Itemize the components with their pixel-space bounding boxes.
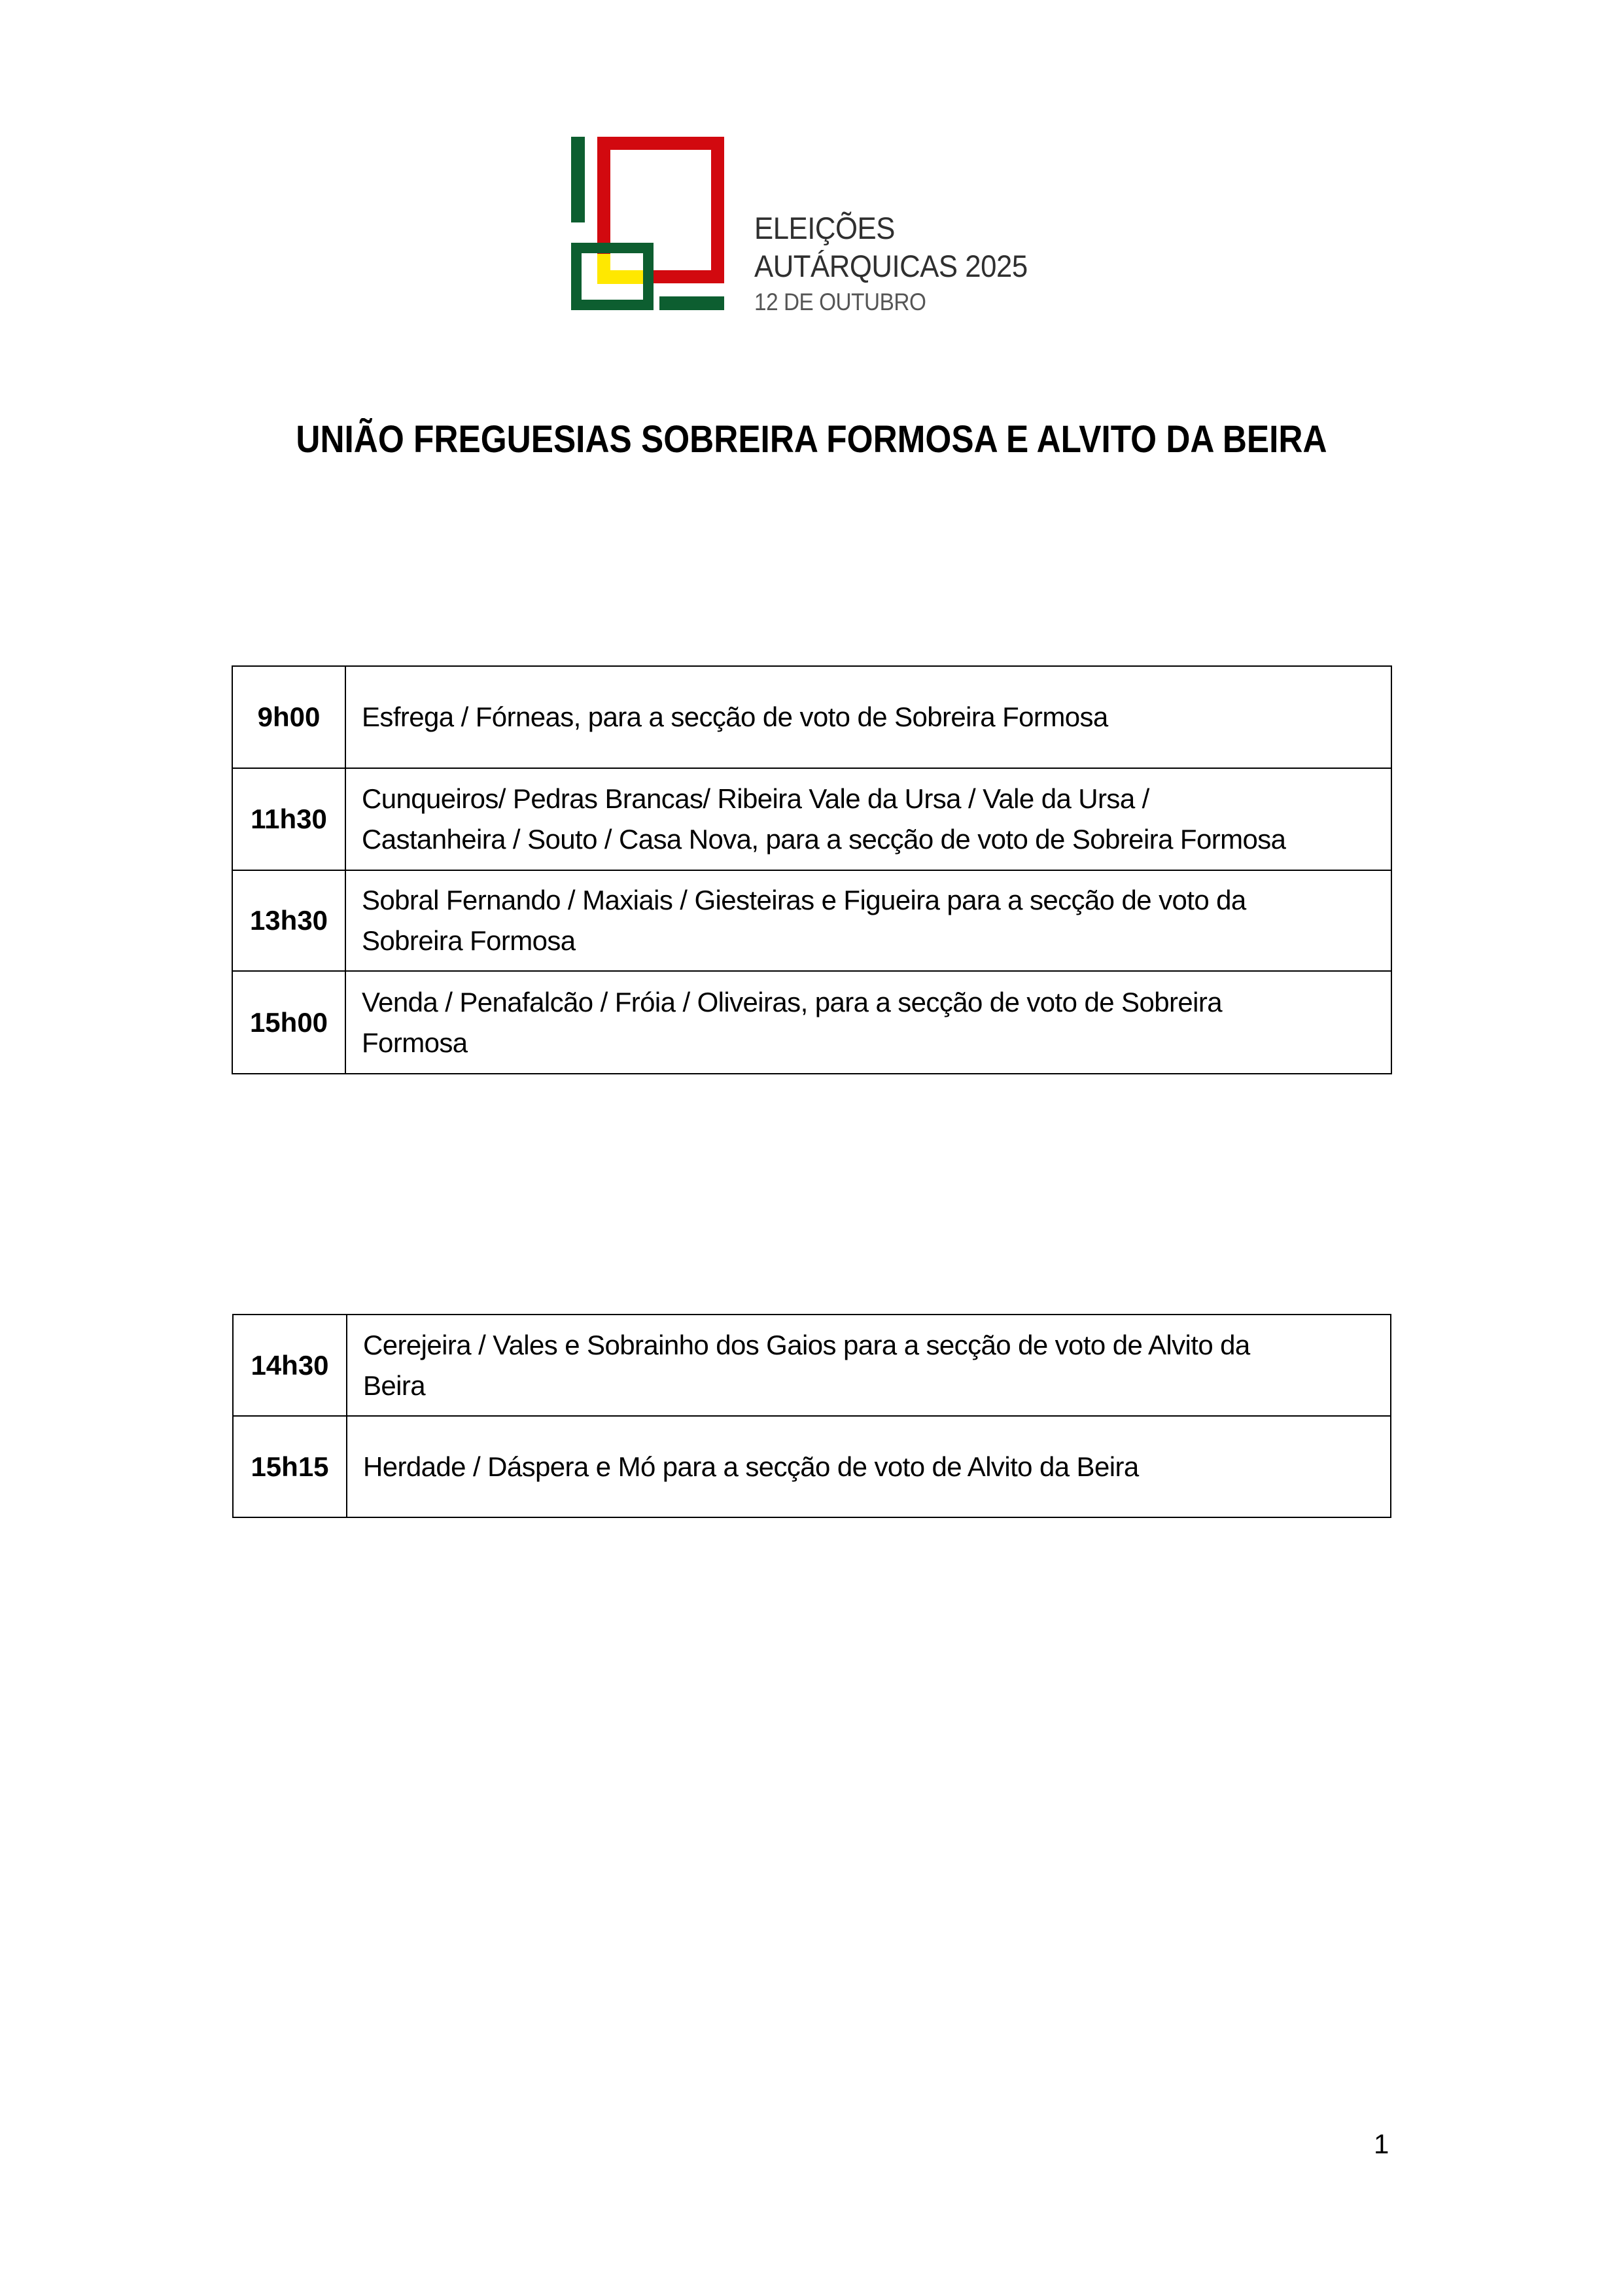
description-line: Sobral Fernando / Maxiais / Giesteiras e Figueira para a secção de voto da: [362, 885, 1246, 915]
schedule-table-sobreira-formosa: [232, 665, 1392, 1074]
description-line: Cerejeira / Vales e Sobrainho dos Gaios para a secção de voto de Alvito da: [363, 1329, 1250, 1360]
logo-green-vertical-bar: [571, 137, 585, 222]
time-cell: 14h30: [233, 1315, 347, 1416]
table-row: [232, 971, 1391, 1074]
logo-text-date: 12 DE OUTUBRO: [754, 289, 926, 315]
time-cell: 13h30: [232, 870, 345, 971]
logo-text-autarquicas: AUTÁRQUICAS 2025: [754, 249, 1028, 283]
page-title: UNIÃO FREGUESIAS SOBREIRA FORMOSA E ALVITO DA BEIRA: [296, 418, 1327, 461]
description-line: Herdade / Dáspera e Mó para a secção de voto de Alvito da Beira: [363, 1451, 1139, 1482]
description-cell: [347, 1416, 1391, 1517]
description-cell: [345, 870, 1391, 971]
description-cell: [347, 1315, 1391, 1416]
description-line: Venda / Penafalcão / Fróia / Oliveiras, para a secção de voto de Sobreira: [362, 986, 1222, 1017]
table-row: [232, 666, 1391, 768]
logo-green-square-frame: [571, 243, 654, 310]
description-line: Cunqueiros/ Pedras Brancas/ Ribeira Vale da Ursa / Vale da Ursa /: [362, 783, 1149, 814]
description-line: Sobreira Formosa: [362, 925, 576, 956]
schedule-table-alvito-da-beira: [232, 1314, 1391, 1518]
table-row: [232, 768, 1391, 870]
table-row: [232, 870, 1391, 971]
time-cell: 15h00: [232, 971, 345, 1074]
description-cell: [345, 971, 1391, 1074]
time-cell: 11h30: [232, 768, 345, 870]
description-cell: [345, 768, 1391, 870]
description-line: Beira: [363, 1369, 426, 1401]
description-cell: [345, 666, 1391, 768]
table-row: [233, 1315, 1391, 1416]
logo-text-eleicoes: ELEIÇÕES: [754, 211, 895, 245]
description-line: Formosa: [362, 1027, 468, 1058]
time-cell: 9h00: [232, 666, 345, 768]
title-container: [0, 419, 1623, 461]
time-cell: 15h15: [233, 1416, 347, 1517]
page-number: 1: [1374, 2128, 1389, 2159]
elections-logo: [571, 137, 1068, 313]
table-row: [233, 1416, 1391, 1517]
description-line: Castanheira / Souto / Casa Nova, para a secção de voto de Sobreira Formosa: [362, 824, 1286, 855]
logo-green-horizontal-bar: [659, 296, 724, 310]
description-line: Esfrega / Fórneas, para a secção de voto de Sobreira Formosa: [362, 701, 1108, 732]
